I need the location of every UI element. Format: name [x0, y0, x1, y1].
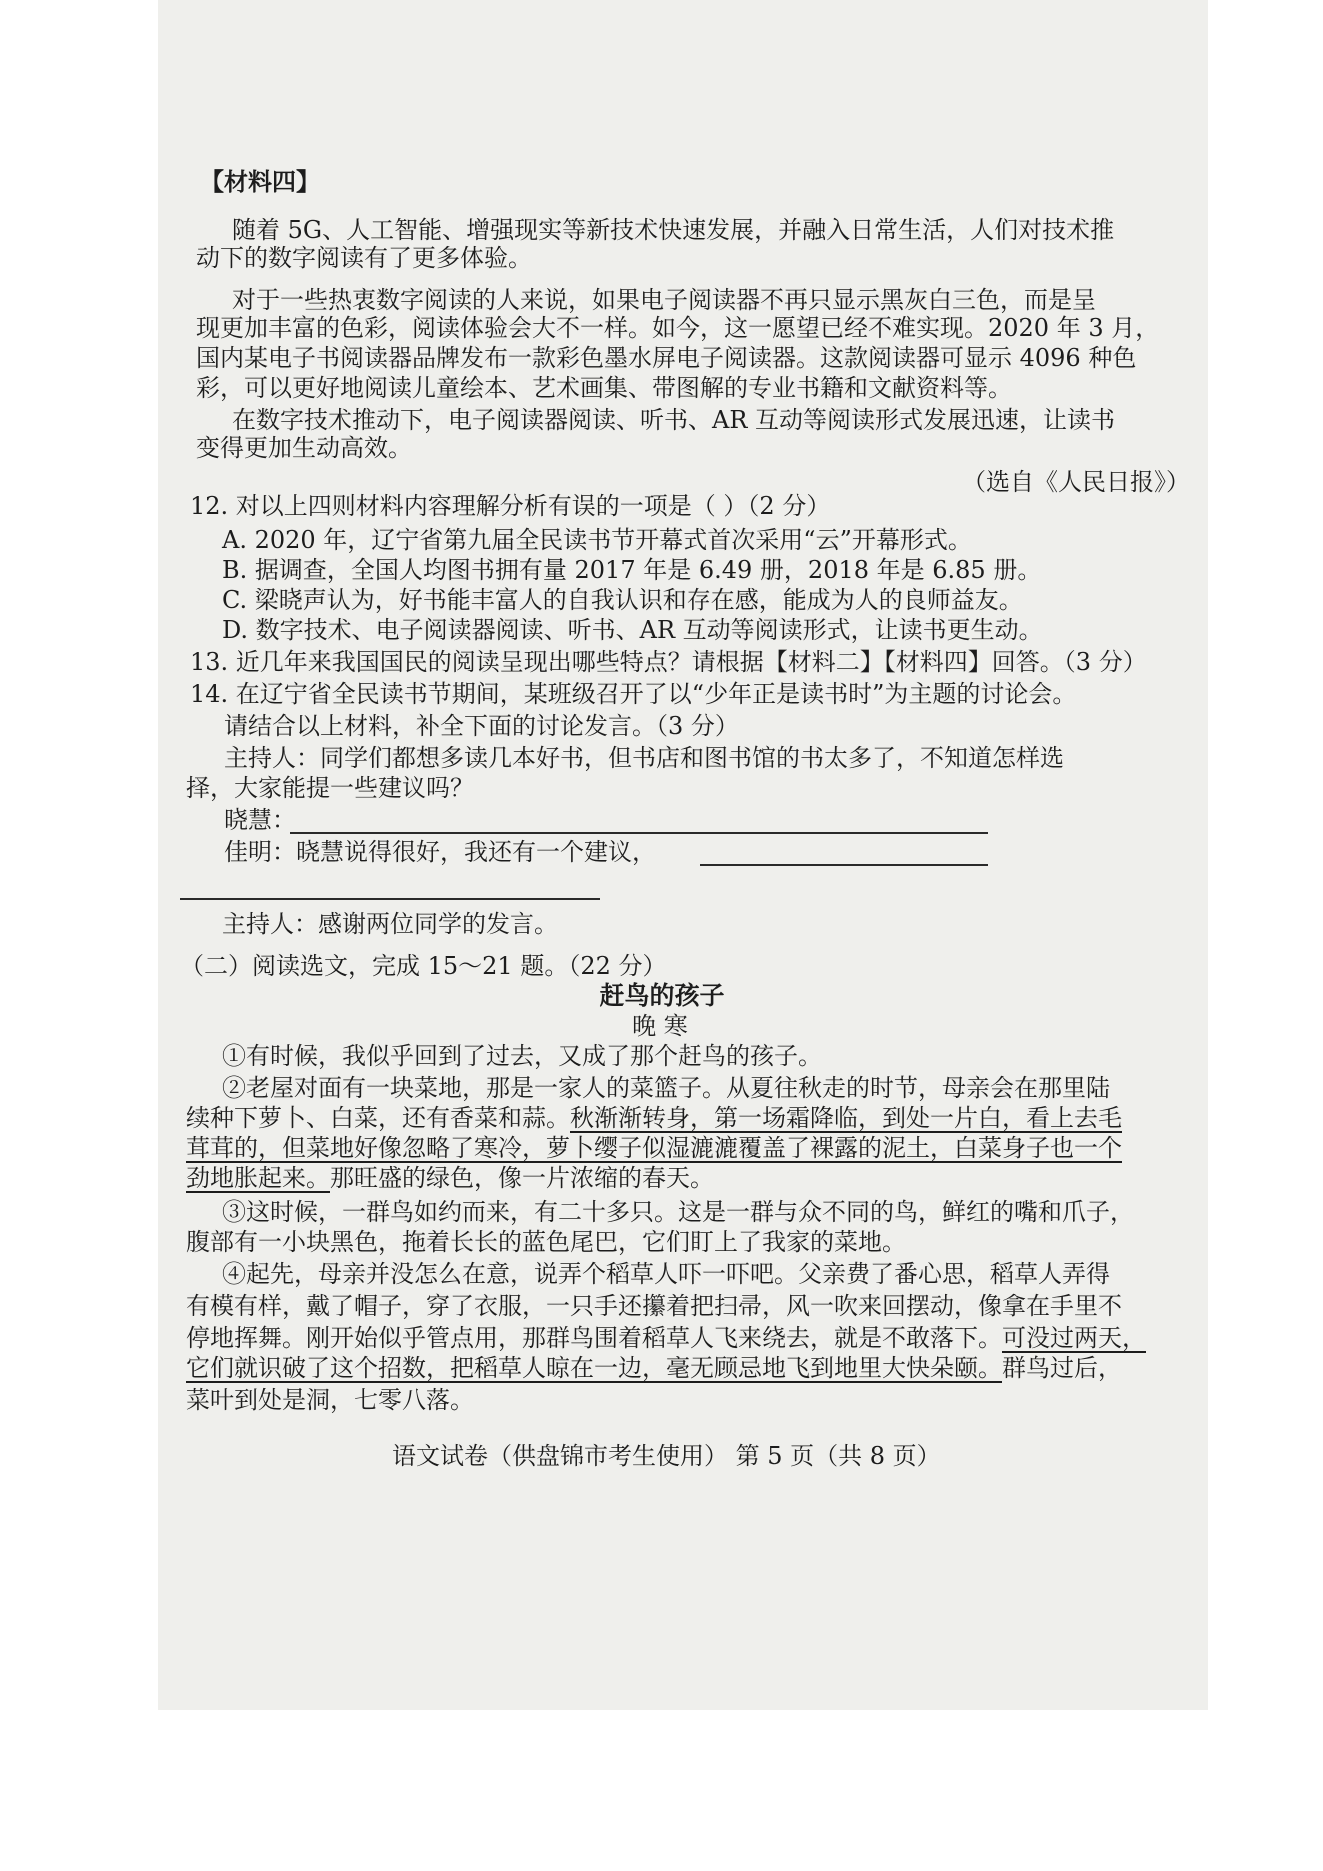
q12-option-a: A. 2020 年，辽宁省第九届全民读书节开幕式首次采用“云”开幕形式。 — [222, 526, 972, 554]
material4-p1-line2: 动下的数字阅读有了更多体验。 — [196, 244, 532, 272]
q14-host-closing: 主持人：感谢两位同学的发言。 — [222, 910, 558, 938]
jiaming-answer-line-2[interactable] — [180, 898, 600, 900]
q14-host-line2: 择，大家能提一些建议吗？ — [186, 774, 474, 802]
para4-underlined-2: 它们就识破了这个招数，把稻草人晾在一边，毫无顾忌地飞到地里大快朵颐。 — [186, 1354, 1002, 1382]
para2-underlined-2: 劲地胀起来。 — [186, 1164, 330, 1192]
material4-p3-line1: 在数字技术推动下，电子阅读器阅读、听书、AR 互动等阅读形式发展迅速，让读书 — [232, 406, 1116, 434]
q12-stem: 12. 对以上四则材料内容理解分析有误的一项是（ ）（2 分） — [190, 492, 831, 520]
q12-option-b: B. 据调查，全国人均图书拥有量 2017 年是 6.49 册，2018 年是 6.85 册。 — [222, 556, 1042, 584]
passage-para4-line1: ④起先，母亲并没怎么在意，说弄个稻草人吓一吓吧。父亲费了番心思，稻草人弄得 — [222, 1260, 1110, 1288]
q13-stem: 13. 近几年来我国国民的阅读呈现出哪些特点？请根据【材料二】【材料四】回答。（3 分） — [190, 648, 1147, 676]
q12-option-c: C. 梁晓声认为，好书能丰富人的自我认识和存在感，能成为人的良师益友。 — [222, 586, 1023, 614]
material4-p2-line2: 现更加丰富的色彩，阅读体验会大不一样。如今，这一愿望已经不难实现。2020 年 3 月， — [196, 314, 1160, 342]
material4-p1-line1: 随着 5G、人工智能、增强现实等新技术快速发展，并融入日常生活，人们对技术推 — [232, 216, 1115, 244]
jiaming-answer-line-1[interactable] — [700, 864, 988, 866]
passage-title: 赶鸟的孩子 — [599, 981, 725, 1010]
passage-para4-line3 — [186, 1322, 1146, 1354]
passage-author: 晚 寒 — [632, 1012, 688, 1040]
para2-underlined-1: 秋渐渐转身，第一场霜降临，到处一片白，看上去毛 — [570, 1104, 1122, 1132]
material4-p2-line3: 国内某电子书阅读器品牌发布一款彩色墨水屏电子阅读器。这款阅读器可显示 4096 种色 — [196, 344, 1137, 372]
para4-line4-end: 群鸟过后， — [1002, 1354, 1122, 1382]
q12-option-d: D. 数字技术、电子阅读器阅读、听书、AR 互动等阅读形式，让读书更生动。 — [222, 616, 1043, 644]
passage-para4-line5: 菜叶到处是洞，七零八落。 — [186, 1386, 474, 1414]
passage-para2-line1: ②老屋对面有一块菜地，那是一家人的菜篮子。从夏往秋走的时节，母亲会在那里陆 — [222, 1074, 1110, 1102]
material4-p2-line1: 对于一些热衷数字阅读的人来说，如果电子阅读器不再只显示黑灰白三色，而是呈 — [232, 286, 1096, 314]
para4-line3-start: 停地挥舞。刚开始似乎管点用，那群鸟围着稻草人飞来绕去，就是不敢落下。 — [186, 1324, 1002, 1352]
para4-underlined-1: 可没过两天， — [1002, 1324, 1146, 1352]
q14-stem-line1: 14. 在辽宁省全民读书节期间，某班级召开了以“少年正是读书时”为主题的讨论会。 — [190, 680, 1077, 708]
passage-para1: ①有时候，我似乎回到了过去，又成了那个赶鸟的孩子。 — [222, 1042, 822, 1070]
q14-host-line1: 主持人：同学们都想多读几本好书，但书店和图书馆的书太多了，不知道怎样选 — [224, 744, 1064, 772]
q14-xiaohui-label: 晓慧： — [224, 806, 296, 834]
passage-para3-line1: ③这时候，一群鸟如约而来，有二十多只。这是一群与众不同的鸟，鲜红的嘴和爪子， — [222, 1198, 1134, 1226]
material4-source: （选自《人民日报》） — [962, 468, 1190, 496]
passage-para2-line3: 茸茸的，但菜地好像忽略了寒冷，萝卜缨子似湿漉漉覆盖了裸露的泥土，白菜身子也一个 — [186, 1134, 1122, 1162]
q14-jiaming-label: 佳明：晓慧说得很好，我还有一个建议， — [224, 838, 656, 866]
passage-para4-line2: 有模有样，戴了帽子，穿了衣服，一只手还攥着把扫帚，风一吹来回摆动，像拿在手里不 — [186, 1292, 1122, 1320]
passage-para2-line2 — [186, 1102, 1122, 1134]
passage-para3-line2: 腹部有一小块黑色，拖着长长的蓝色尾巴，它们盯上了我家的菜地。 — [186, 1228, 906, 1256]
para2-line2-start: 续种下萝卜、白菜，还有香菜和蒜。 — [186, 1104, 570, 1132]
para2-line4-end: 那旺盛的绿色，像一片浓缩的春天。 — [330, 1164, 714, 1192]
page-footer: 语文试卷（供盘锦市考生使用） 第 5 页（共 8 页） — [392, 1442, 941, 1470]
section2-heading: （二）阅读选文，完成 15～21 题。（22 分） — [180, 952, 667, 980]
material4-label: 【材料四】 — [200, 167, 320, 196]
passage-para2-line4 — [186, 1162, 714, 1194]
xiaohui-answer-line[interactable] — [290, 832, 988, 834]
material4-p3-line2: 变得更加生动高效。 — [196, 434, 412, 462]
material4-p2-line4: 彩，可以更好地阅读儿童绘本、艺术画集、带图解的专业书籍和文献资料等。 — [196, 374, 1012, 402]
q14-stem-line2: 请结合以上材料，补全下面的讨论发言。（3 分） — [224, 712, 739, 740]
passage-para4-line4 — [186, 1352, 1122, 1384]
